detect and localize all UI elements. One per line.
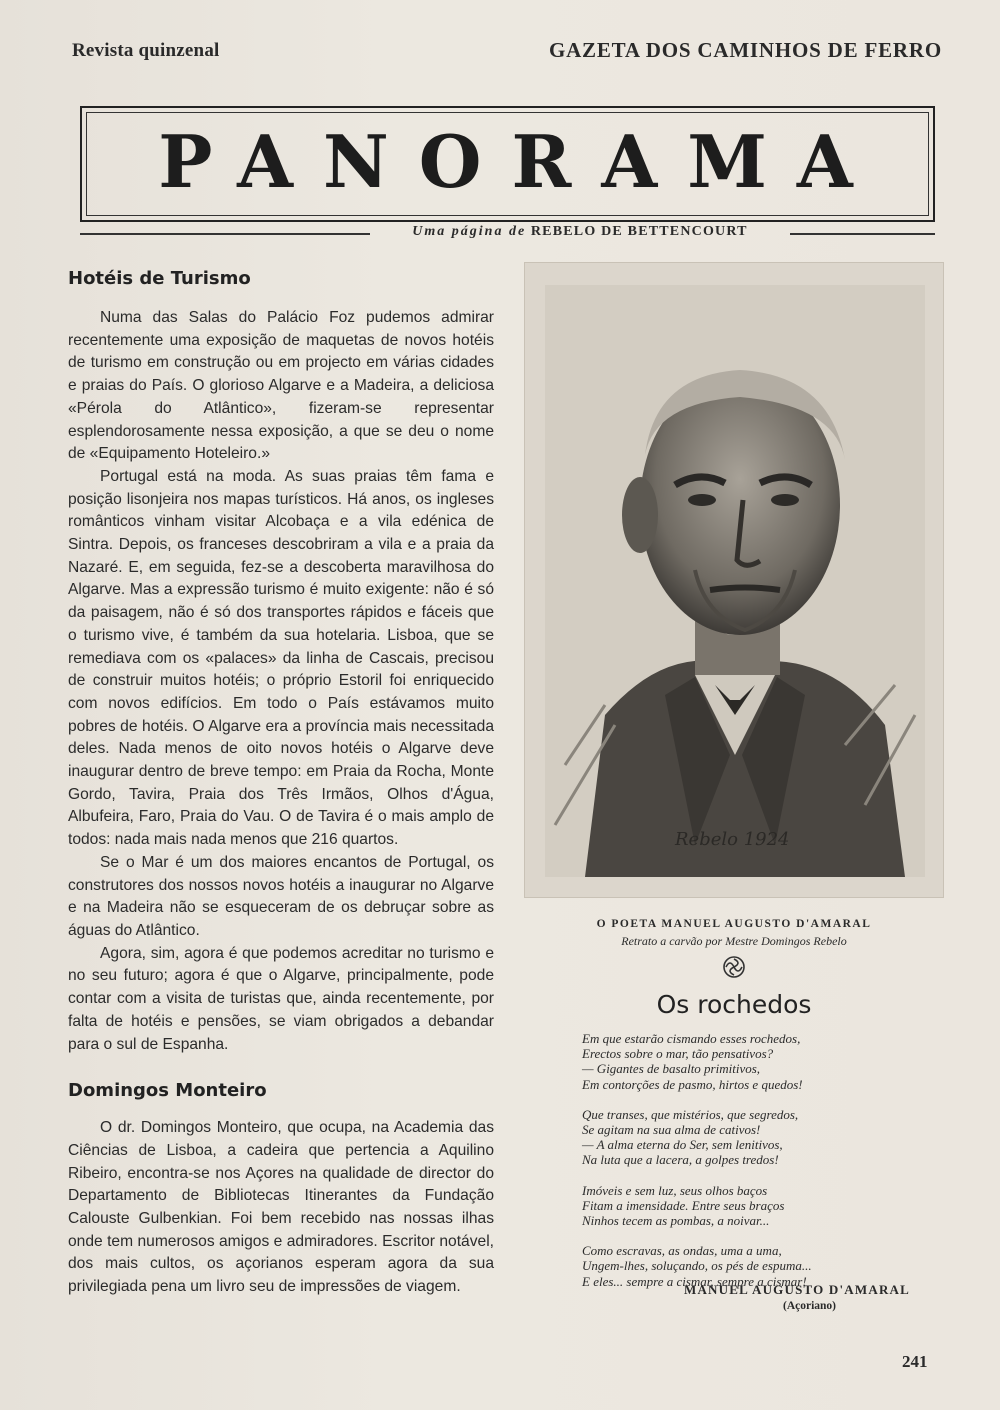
poem-line: — Gigantes de basalto primitivos, bbox=[582, 1061, 761, 1077]
byline-rule-right bbox=[790, 233, 935, 235]
portrait-caption-sub: Retrato a carvão por Mestre Domingos Rebelo bbox=[621, 934, 847, 948]
portrait-caption-title: O POETA MANUEL AUGUSTO D'AMARAL bbox=[596, 918, 872, 930]
poem-stanza bbox=[582, 1183, 912, 1229]
portrait-signature: Rebelo 1924 bbox=[675, 829, 790, 850]
poem-stanza bbox=[582, 1107, 912, 1168]
byline-author: REBELO DE BETTENCOURT bbox=[530, 224, 748, 239]
swirl-ornament-icon bbox=[722, 955, 746, 979]
paragraph: Agora, sim, agora é que podemos acreditar no turismo e no seu futuro; agora é que o Algarve, principalmente, pode contar com a visita de turistas que, ainda recentemente, por falta de hotéis e pensões, se viam obrigados a debandar para o sul de Espanha. bbox=[68, 944, 494, 1053]
byline bbox=[370, 224, 790, 240]
poem-line: Como escravas, as ondas, uma a uma, bbox=[582, 1243, 782, 1259]
poem-line: — A alma eterna do Ser, sem lenitivos, bbox=[582, 1137, 783, 1153]
poem-line: Em que estarão cismando esses rochedos, bbox=[582, 1031, 801, 1046]
poem-line: Imóveis e sem luz, seus olhos baços bbox=[582, 1182, 768, 1198]
poem-line: Na luta que a lacera, a golpes tredos! bbox=[582, 1152, 779, 1168]
poem-stanza bbox=[582, 1031, 912, 1092]
paragraph: O dr. Domingos Monteiro, que ocupa, na Academia das Ciências de Lisboa, a cadeira que pertencia a Aquilino Ribeiro, encontra-se nos Açores na qualidade de director do Departamento de Bibliotecas Itinerantes da Fundação Calouste Gulbenkian. Foi bem recebido nas nossas ilhas onde tem numerosos amigos e admiradores. Escritor notável, dos mais cultos, os açorianos esperam agora da sua privilegiada pena um livro seu de impressões de viagem. bbox=[68, 1119, 494, 1296]
poem-line: Fitam a imensidade. Entre seus braços bbox=[582, 1197, 785, 1213]
byline-rule-left bbox=[80, 233, 370, 235]
portrait-frame bbox=[524, 262, 944, 898]
paragraph: Numa das Salas do Palácio Foz pudemos admirar recentemente uma exposição de maquetas de novos hotéis de turismo em construção ou em projecto em várias cidades e praias do País. O glorioso Algarve e a Madeira, a deliciosa «Pérola do Atlântico», fizeram-se representar esplendorosamente nessa exposição, a que se deu o nome de «Equipamento Hoteleiro.» bbox=[68, 309, 494, 463]
section-heading-domingos: Domingos Monteiro bbox=[68, 1080, 267, 1102]
poem-line: E eles... sempre a cismar, sempre a cismar! bbox=[582, 1273, 807, 1289]
byline-prefix: Uma página de bbox=[412, 224, 527, 239]
poem-line: Que transes, que mistérios, que segredos, bbox=[582, 1106, 799, 1122]
poem-origin: (Açoriano) bbox=[782, 1300, 836, 1312]
paragraph: Se o Mar é um dos maiores encantos de Portugal, os construtores dos nossos novos hotéis a inaugurar no Algarve e na Madeira não se esqueceram de os debruçar sobre as águas do Atlântico. bbox=[68, 853, 494, 939]
paragraph: Portugal está na moda. As suas praias têm fama e posição lisonjeira nos mapas turísticos. Há anos, os ingleses românticos vinham visitar Alcobaça e a vila edénica de Sintra. Depois, os franceses descobriram a vila e a praia da Nazaré. E, em seguida, fez-se a descoberta maravilhosa do Algarve. Mas a expressão turismo é muito exigente: não é só da paisagem, não é só dos transportes rápidos e fáceis que o turismo vive, é também da sua hotelaria. Lisboa, que se remediava com os «palaces» da linha de Cascais, precisou de construir muitos hotéis; o próprio Estoril foi enriquecido com novos edifícios. Em todo o País estávamos muito pobres de hotéis. O Algarve era a província mais necessitada deles. Nada menos de oito novos hotéis o Algarve deve inaugurar dentro de breve tempo: em Praia da Rocha, Monte Gordo, Tavira, Praia dos Três Irmãos, Olhos d'Água, Albufeira, Faro, Praia do Vau. O de Tavira é o mais amplo de todos: nada mais nada menos que 216 quartos. bbox=[68, 467, 494, 849]
banner-title: PANORAMA bbox=[158, 119, 883, 204]
running-header-left: Revista quinzenal bbox=[72, 40, 220, 61]
poem-title: Os rochedos bbox=[656, 990, 812, 1019]
poem-line: Em contorções de pasmo, hirtos e quedos! bbox=[582, 1076, 803, 1092]
poem-body bbox=[582, 1031, 912, 1304]
portrait-drawing bbox=[545, 285, 925, 877]
poem-line: Ungem-lhes, soluçando, os pés de espuma... bbox=[582, 1258, 812, 1274]
running-header-right: GAZETA DOS CAMINHOS DE FERRO bbox=[548, 38, 942, 62]
panorama-banner bbox=[80, 106, 935, 222]
charcoal-portrait bbox=[545, 285, 925, 877]
left-column bbox=[68, 268, 494, 1299]
section-heading-hoteis: Hotéis de Turismo bbox=[68, 268, 251, 289]
page-number: 241 bbox=[902, 1352, 928, 1371]
poem-line: Ninhos tecem as pombas, a noivar... bbox=[582, 1213, 770, 1229]
poem-line: Se agitam na sua alma de cativos! bbox=[582, 1122, 761, 1138]
poem-author: MANUEL AUGUSTO D'AMARAL bbox=[684, 1282, 910, 1297]
poem-line: Erectos sobre o mar, tão pensativos? bbox=[582, 1046, 774, 1062]
